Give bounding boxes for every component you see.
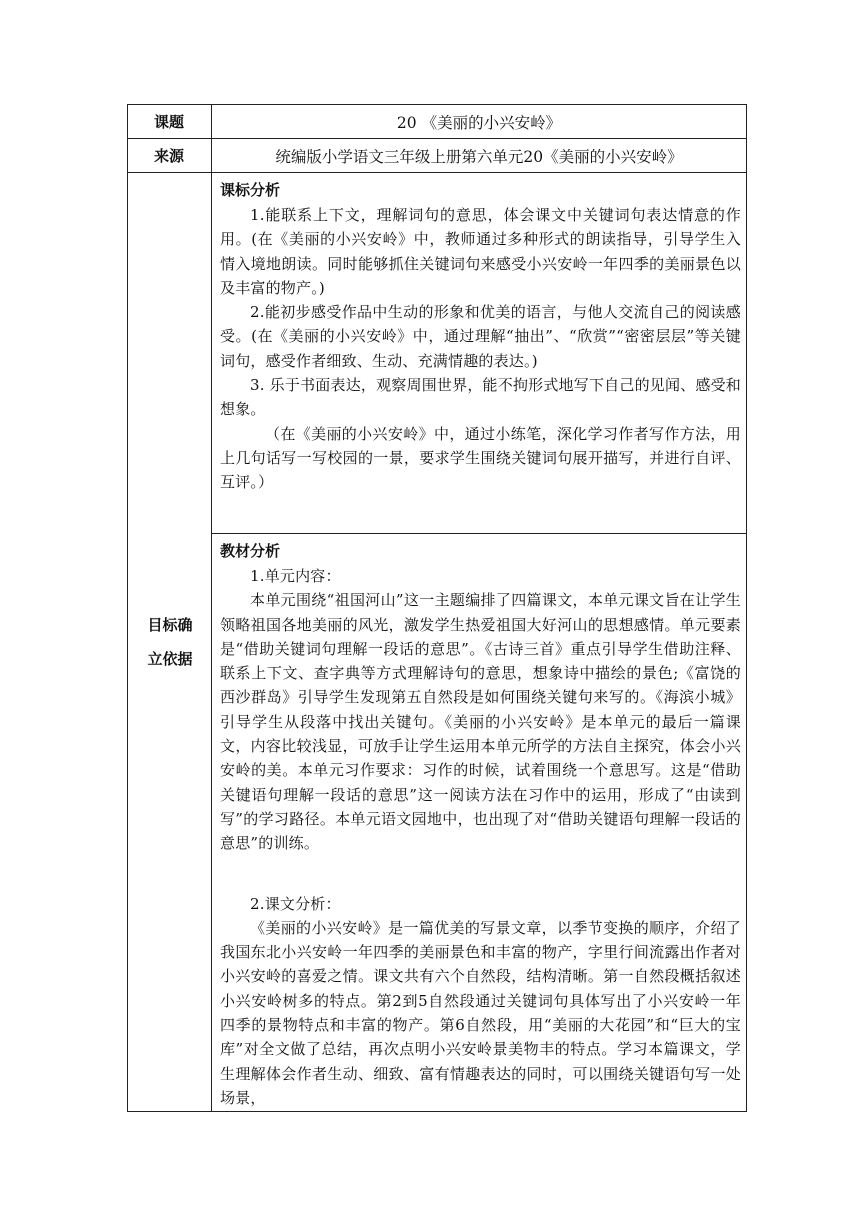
column-divider [211,104,212,1112]
topic-value: 20 《美丽的小兴安岭》 [396,113,562,132]
unit-content-title: 1.单元内容： [250,567,341,585]
source-label: 来源 [153,146,184,165]
section-divider [211,533,747,534]
text-analysis-text: 《美丽的小兴安岭》是一篇优美的写景文章，以季节变换的顺序，介绍了我国东北小兴安岭一年四季的美丽景色和丰富的物产，字里行间流露出作者对小兴安岭的喜爱之情。课文共有六个自然段，结构清晰。第一自然段概括叙述小兴安岭树多的特点。第2到5自然段通过关键词句具体写出了小兴安岭一年四季的景物特点和丰富的物产。第6自然段，用“美丽的大花园”和“巨大的宝库”对全文做了总结，再次点明小兴安岭景美物丰的特点。学习本篇课文，学生理解体会作者生动、细致、富有情趣表达的同时，可以围绕关键语句写一处场景， [220,918,741,1107]
blank-space [220,856,741,892]
text-analysis-title: 2.课文分析： [250,894,341,913]
textbook-heading: 教材分析 [220,542,281,560]
table-border-bottom [127,1111,747,1112]
basis-label: 目标确立依据 [147,616,193,668]
table-border-left [127,104,128,1112]
textbook-analysis-section [220,539,741,1109]
source-value: 统编版小学语文三年级上册第六单元20《美丽的小兴安岭》 [275,147,683,166]
lesson-table [127,104,747,1112]
curriculum-heading: 课标分析 [220,181,281,199]
curriculum-paragraph: （在《美丽的小兴安岭》中，通过小练笔，深化学习作者写作方法，用上几句话写一写校园的一景，要求学生围绕关键词句展开描写，并进行自评、互评。） [220,424,741,492]
curriculum-analysis-section [220,178,741,530]
topic-label: 课题 [153,112,184,131]
curriculum-paragraph: 1.能联系上下文，理解词句的意思，体会课文中关键词句表达情意的作用。(在《美丽的小兴安岭》中，教师通过多种形式的朗读指导，引导学生入情入境地朗读。同时能够抓住关键词句来感受小兴安岭一年四季的美丽景色以及丰富的物产。) [220,206,741,297]
curriculum-paragraph: 2.能初步感受作品中生动的形象和优美的语言，与他人交流自己的阅读感受。(在《美丽的小兴安岭》中，通过理解“抽出”、“欣赏”“密密层层”等关键词句，感受作者细致、生动、充满情趣的表达。) [220,303,741,370]
row-divider [127,172,747,173]
table-border-right [746,104,747,1112]
unit-content-text: 本单元围绕“祖国河山”这一主题编排了四篇课文，本单元课文旨在让学生领略祖国各地美丽的风光，激发学生热爱祖国大好河山的思想感情。单元要素是“借助关键词句理解一段话的意思”。《古诗三首》重点引导学生借助注释、联系上下文、查字典等方式理解诗句的意思，想象诗中描绘的景色;《富饶的西沙群岛》引导学生发现第五自然段是如何围绕关键句来写的。《海滨小城》引导学生从段落中找出关键句。《美丽的小兴安岭》是本单元的最后一篇课文，内容比较浅显，可放手让学生运用本单元所学的方法自主探究，体会小兴安岭的美。本单元习作要求：习作的时候，试着围绕一个意思写。这是“借助关键语句理解一段话的意思”这一阅读方法在习作中的运用，形成了“由读到写”的学习路径。本单元语文园地中，也出现了对“借助关键语句理解一段话的意思”的训练。 [220,591,741,853]
curriculum-paragraph: 3. 乐于书面表达，观察周围世界，能不拘形式地写下自己的见闻、感受和想象。 [220,376,741,419]
